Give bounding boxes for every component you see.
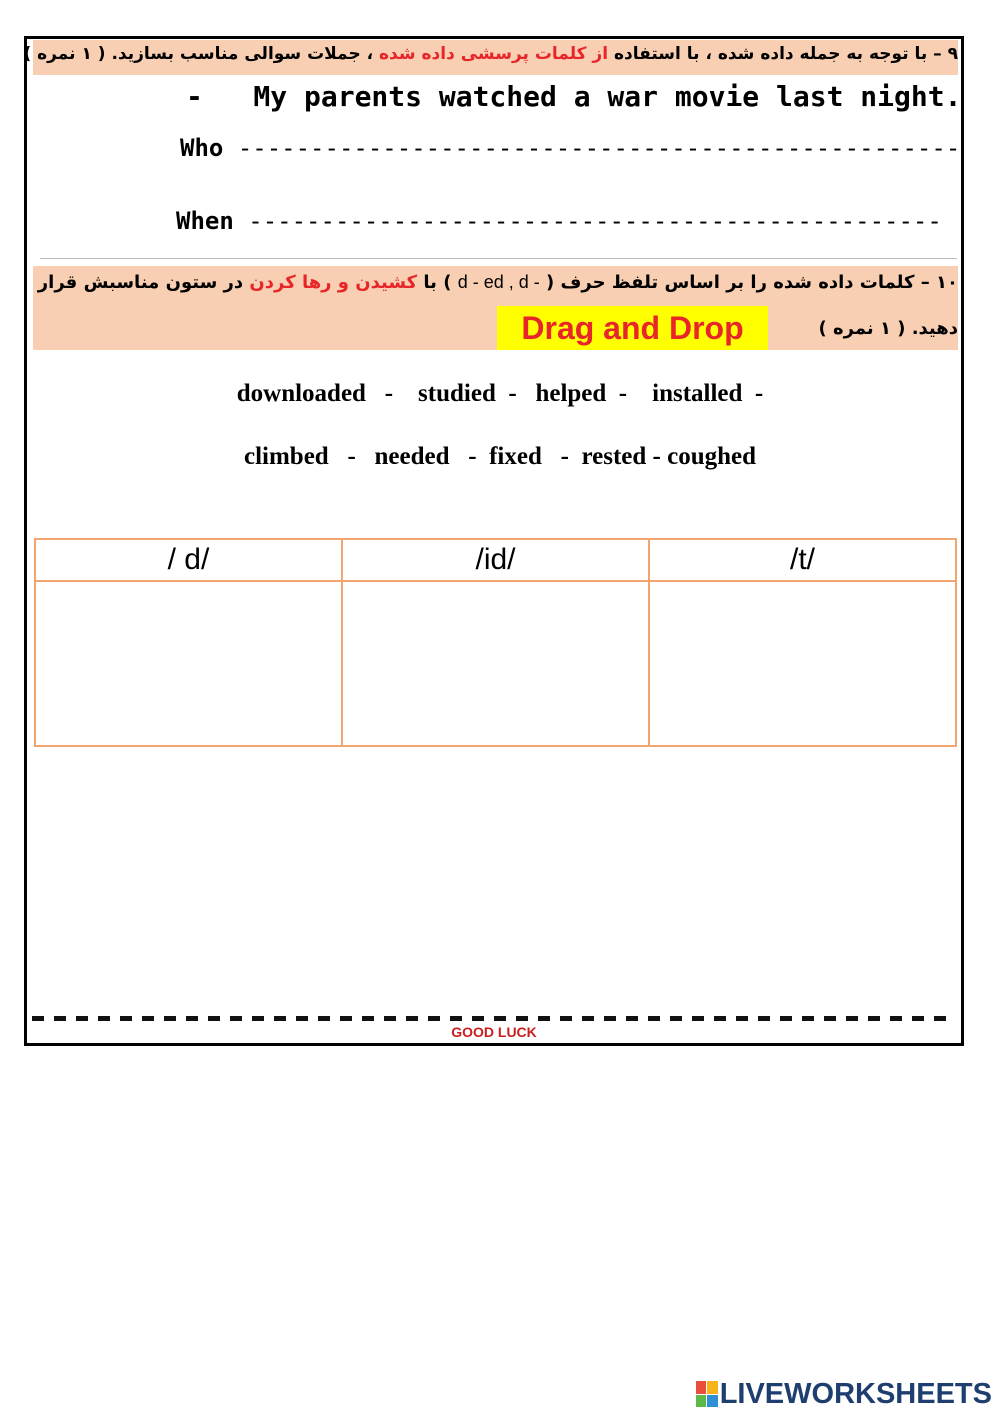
question-10-instruction-line1 [38, 272, 958, 293]
q10-instruction-highlight: کشیدن و رها کردن [249, 272, 418, 293]
column-header-d: / d/ [35, 539, 342, 581]
draggable-word[interactable]: needed [374, 443, 450, 470]
good-luck-text: GOOD LUCK [451, 1024, 537, 1040]
drop-zone-id[interactable] [342, 581, 649, 746]
sorting-table [34, 538, 957, 747]
logo-square-icon [707, 1395, 718, 1408]
liveworksheets-logo-text: LIVEWORKSHEETS [719, 1377, 992, 1410]
q10-instruction-text-end: در ستون مناسبش قرار [37, 272, 250, 293]
drop-zone-t[interactable] [649, 581, 956, 746]
logo-square-icon [696, 1381, 707, 1394]
answer-line-who[interactable] [180, 134, 960, 162]
q10-suffix-list: d - ed , d - [457, 272, 540, 292]
draggable-word[interactable]: rested [581, 443, 647, 470]
drag-and-drop-label: Drag and Drop [497, 306, 768, 350]
draggable-word[interactable]: installed [652, 380, 743, 407]
answer-prompt-when: When [176, 207, 234, 235]
answer-dashes-who: -------------------------------------------------- [237, 134, 961, 162]
question-9-instruction [23, 44, 958, 64]
q10-instruction-text-mid: ) با [417, 272, 458, 293]
logo-square-icon [707, 1381, 718, 1394]
word-bank-row-1: downloaded - studied - helped - installed - [236, 380, 764, 407]
q10-instruction-text: ۱۰ – کلمات داده شده را بر اساس تلفظ حرف ( [539, 272, 958, 293]
q9-instruction-highlight: از کلمات پرسشی داده شده [379, 44, 609, 64]
draggable-word[interactable]: studied [418, 380, 496, 407]
draggable-word[interactable]: downloaded [236, 380, 366, 407]
q9-instruction-text-end: ، جملات سوالی مناسب بسازید. ( ۱ نمره ) [23, 44, 380, 64]
draggable-word[interactable]: helped [535, 380, 607, 407]
draggable-word[interactable]: coughed [667, 443, 756, 470]
answer-prompt-who: Who [180, 134, 224, 162]
liveworksheets-logo [696, 1374, 992, 1414]
logo-square-icon [696, 1395, 707, 1408]
drop-zone-d[interactable] [35, 581, 342, 746]
question-10-instruction-line2: دهید. ( ۱ نمره ) [818, 318, 958, 339]
section-divider [40, 258, 957, 259]
draggable-word[interactable]: fixed [489, 443, 542, 470]
word-bank-row-2: climbed - needed - fixed - rested - coughed [243, 443, 756, 470]
q9-instruction-text: ۹ – با توجه به جمله داده شده ، با استفاده [608, 44, 958, 64]
given-sentence: - My parents watched a war movie last night. [186, 80, 962, 113]
liveworksheets-logo-icon [696, 1381, 718, 1407]
answer-dashes-when: ------------------------------------------------ [248, 207, 942, 235]
draggable-word[interactable]: climbed [243, 443, 329, 470]
answer-line-when[interactable] [176, 207, 942, 235]
column-header-id: /id/ [342, 539, 649, 581]
dashed-separator [32, 1016, 954, 1021]
column-header-t: /t/ [649, 539, 956, 581]
